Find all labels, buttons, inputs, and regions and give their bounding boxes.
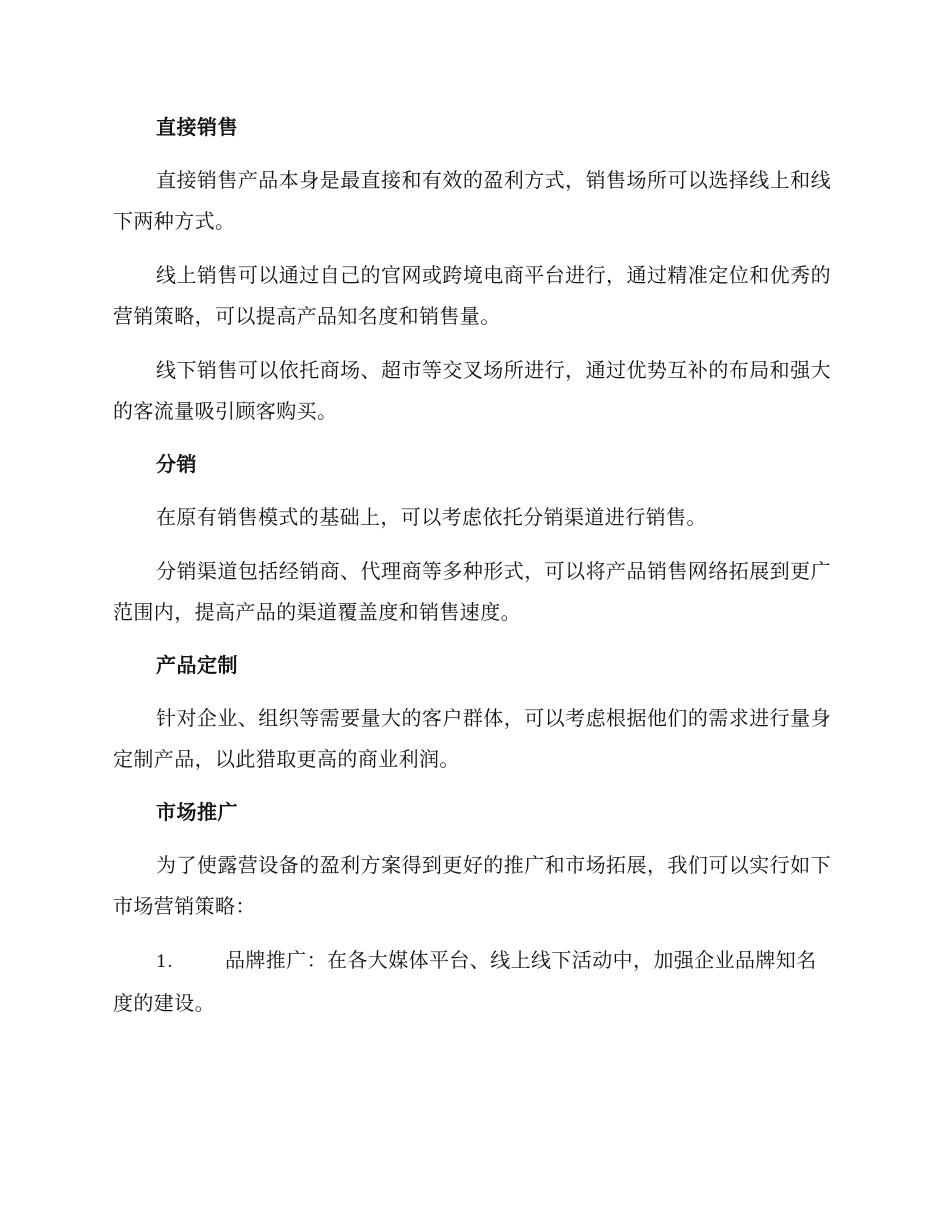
list-item-number: 1. [156, 952, 174, 972]
section-heading: 产品定制 [156, 653, 238, 677]
paragraph: 为了使露营设备的盈利方案得到更好的推广和市场拓展，我们可以实行如下市场营销策略： [113, 853, 831, 918]
paragraph: 在原有销售模式的基础上，可以考虑依托分销渠道进行销售。 [156, 505, 707, 529]
paragraph: 分销渠道包括经销商、代理商等多种形式，可以将产品销售网络拓展到更广范围内，提高产品的渠道覆盖度和销售速度。 [113, 559, 831, 624]
list-item [113, 940, 831, 1024]
list-item-text: 品牌推广：在各大媒体平台、线上线下活动中，加强企业品牌知名度的建设。 [113, 948, 817, 1015]
section-heading: 直接销售 [156, 115, 238, 139]
paragraph: 针对企业、组织等需要量大的客户群体，可以考虑根据他们的需求进行量身定制产品，以此猎取更高的商业利润。 [113, 706, 831, 771]
section-heading: 分销 [156, 452, 197, 476]
section-heading: 市场推广 [156, 800, 238, 824]
paragraph: 线上销售可以通过自己的官网或跨境电商平台进行，通过精准定位和优秀的营销策略，可以提高产品知名度和销售量。 [113, 263, 831, 328]
paragraph: 直接销售产品本身是最直接和有效的盈利方式，销售场所可以选择线上和线下两种方式。 [113, 168, 831, 233]
document-content [113, 108, 831, 1037]
paragraph: 线下销售可以依托商场、超市等交叉场所进行，通过优势互补的布局和强大的客流量吸引顾客购买。 [113, 358, 831, 423]
